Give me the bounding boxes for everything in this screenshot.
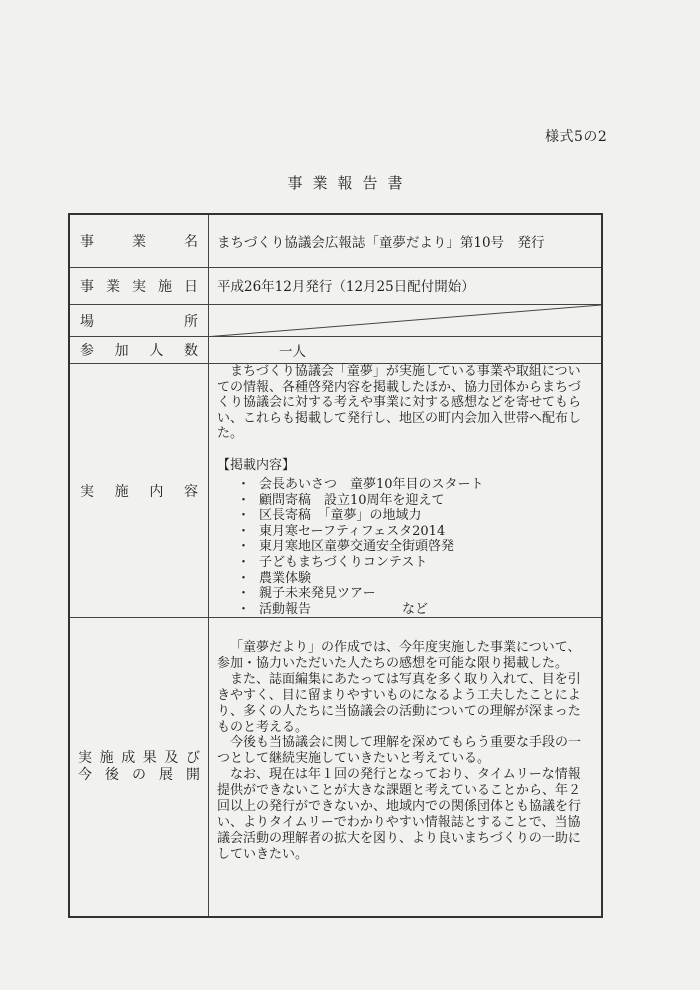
label-implementation-date: 事業実施日 [70,268,209,304]
label-outcome: 実施成果及び 今後の展開 [70,618,209,916]
row-project-name [70,215,601,268]
outcome-paragraph: 「童夢だより」の作成では、今年度実施した事業について、参加・協力いただいた人たちの感想を可能な限り掲載した。 [217,640,581,671]
contents-body [209,364,601,617]
report-table [68,213,603,918]
list-item: ・ 子どもまちづくりコンテスト [237,554,428,570]
list-item: ・ 東月寒地区童夢交通安全街頭啓発 [237,539,455,555]
outcome-paragraph: なお、現在は年１回の発行となっており、タイムリーな情報提供ができないことが大きな課題と考えていることから、年２回以上の発行ができないか、地域内での関係団体とも協議を行い、よりタイムリーでわかりやすい情報誌とすることで、当協議会活動の理解者の拡大を図り、より良いまちづくりの一助にしていきたい。 [217,767,582,862]
outcome-paragraph: また、誌面編集にあたっては写真を多く取り入れて、目を引きやすく、目に留まりやすいものになるよう工夫したことにより、多くの人たちに当協議会の活動についての理解が深まったものと考える。 [217,671,581,735]
list-item: ・ 顧問寄稿 設立10周年を迎えて [237,492,445,508]
row-location [70,305,601,337]
label-project-name: 事業名 [70,215,209,267]
label-participants: 参加人数 [70,337,209,363]
row-participants [70,337,601,364]
row-contents [70,364,601,618]
label-contents: 実施内容 [70,364,209,617]
project-name-value: まちづくり協議会広報誌「童夢だより」第10号 発行 [217,235,545,251]
location-value [209,305,601,336]
list-item: ・ 東月寒セーフティフェスタ2014 [237,523,446,539]
label-location: 場所 [70,305,209,336]
outcome-paragraph: 今後も当協議会に関して理解を深めてもらう重要な手段の一つとして継続実施していきたいと考えている。 [217,735,582,767]
list-item: ・ 親子未来発見ツアー [237,586,376,602]
implementation-date-value: 平成26年12月発行（12月25日配付開始） [217,279,475,295]
list-item: ・ 農業体験 [237,570,312,586]
list-item: ・ 活動報告 など [237,601,429,617]
row-implementation-date [70,268,601,305]
contents-intro: まちづくり協議会「童夢」が実施している事業や取組についての情報、各種啓発内容を掲載したほか、協力団体からまちづくり協議会に対する考えや事業に対する感想などを寄せてもらい、これらも掲載して発行し、地区の町内会加入世帯へ配布した。 [217,364,582,442]
list-item: ・ 区長寄稿 「童夢」の地域力 [237,508,422,524]
form-number: 様式5の2 [545,129,608,145]
list-item: ・ 会長あいさつ 童夢10年目のスタート [237,476,484,492]
document-title: 事業報告書 [287,174,413,192]
contents-list [217,477,593,617]
contents-heading: 【掲載内容】 [217,457,296,473]
row-outcome [70,618,601,916]
participants-value: 一人 [279,344,306,360]
outcome-body [209,618,601,916]
